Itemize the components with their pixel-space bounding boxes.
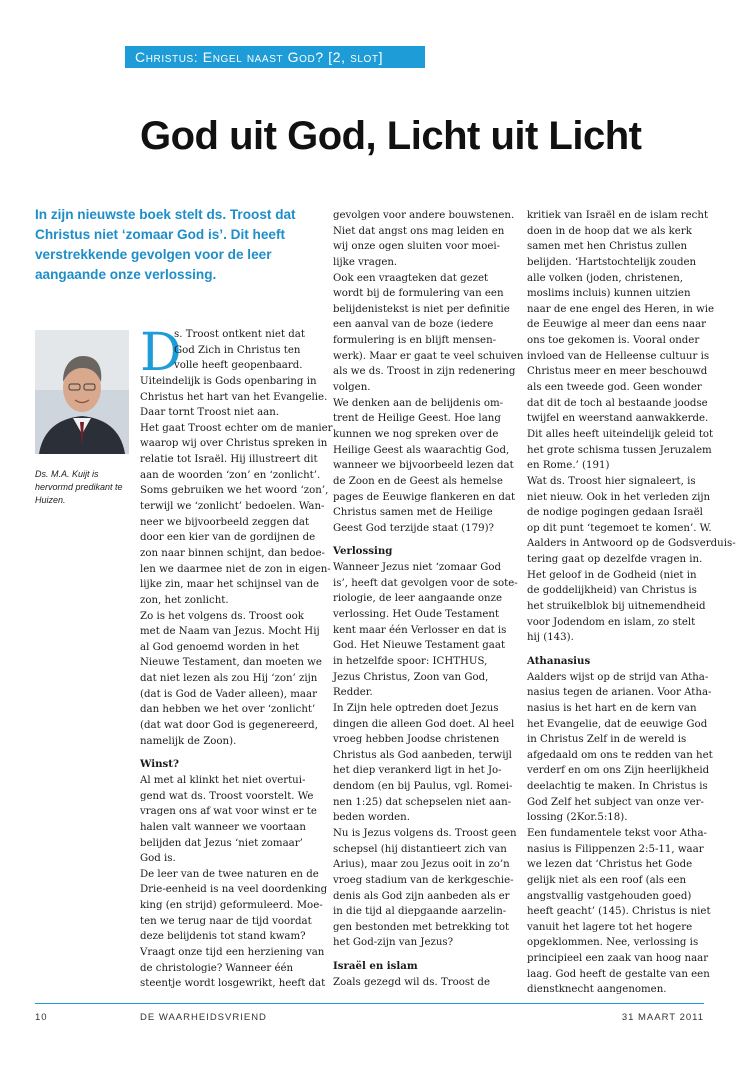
text-line: ons toe gekomen is. Vooral onder	[527, 335, 700, 347]
text-line: relatie tot Israël. Hij illustreert dit	[140, 454, 318, 466]
footer-rule	[35, 1003, 704, 1004]
text-line: Geest God terzijde staat (179)?	[333, 522, 495, 534]
text-line: deze belijdenis tot stand kwam?	[140, 931, 306, 943]
text-line: aan de woorden ‘zon’ en ‘zonlicht’.	[140, 469, 321, 481]
author-portrait-image	[35, 330, 129, 454]
text-line: God Zelf het subject van onze ver-	[527, 796, 704, 808]
text-line: dendom (en bij Paulus, vgl. Romei-	[333, 781, 513, 793]
text-line: de Eeuwige al meer dan eens naar	[527, 319, 707, 331]
text-line: trent de Heilige Geest. Hoe lang	[333, 413, 501, 425]
text-line: zon naar binnen schijnt, dan bedoe-	[140, 547, 325, 559]
page-number: 10	[35, 1012, 48, 1023]
text-line: door een kier van de gordijnen de	[140, 532, 316, 544]
text-line: nen 1:25) dat schepselen niet aan-	[333, 796, 512, 808]
text-line: Nu is Jezus volgens ds. Troost geen	[333, 827, 517, 839]
text-line: Wanneer Jezus niet ‘zomaar God	[333, 562, 502, 574]
text-line: belijden dat Jezus ‘niet zomaar’	[140, 837, 303, 849]
text-line: Aalders wijst op de strijd van Atha-	[527, 671, 709, 683]
text-line: Niet dat angst ons mag leiden en	[333, 225, 505, 237]
text-line: verderf en om ons Zijn heerlijkheid	[527, 765, 710, 777]
text-line: nasius is Filippenzen 2:5-11, waar	[527, 843, 704, 855]
text-line: belijdenistekst is niet per definitie	[333, 303, 510, 315]
text-line: in die tijd al diepgaande aarzelin-	[333, 906, 507, 918]
text-line: de Zoon en de Geest als hemelse	[333, 475, 503, 487]
text-line: is’, heeft dat gevolgen voor de sote-	[333, 577, 518, 589]
text-line: en Rome.’ (191)	[527, 460, 610, 472]
section-heading: Israël en islam	[333, 960, 418, 973]
text-line: Een fundamentele tekst voor Atha-	[527, 827, 707, 839]
text-line: een aanval van de boze (iedere	[333, 319, 494, 331]
text-line: Christus als God aanbeden, terwijl	[333, 749, 512, 761]
text-line: Uiteindelijk is Gods openbaring in	[140, 375, 317, 387]
text-line: pages de Eeuwige flankeren en dat	[333, 491, 516, 503]
text-line: Soms gebruiken we het woord ‘zon’,	[140, 485, 329, 497]
text-line: dan hebben we het over ‘zonlicht’	[140, 704, 316, 716]
section-gap	[527, 646, 707, 654]
text-line: dat dit de toch al bestaande joodse	[527, 397, 708, 409]
text-line: angstvallig vastgehouden goed)	[527, 890, 692, 902]
text-line: doen in de hoop dat we als kerk	[527, 225, 692, 237]
text-line: afgedaald om ons te redden van het	[527, 749, 713, 761]
text-line: kritiek van Israël en de islam recht	[527, 210, 709, 221]
text-line: op dit punt ‘tegemoet te komen’. W.	[527, 522, 712, 534]
text-line: hij (143).	[527, 632, 574, 644]
text-line: Nieuwe Testament, dan moeten we	[140, 657, 322, 669]
text-line: met de Naam van Jezus. Mocht Hij	[140, 626, 320, 638]
text-line: Aalders in Antwoord op de Godsverduis-	[527, 538, 736, 550]
text-line: wij onze ogen sluiten voor moei-	[333, 241, 501, 253]
text-line: waarop wij over Christus spreken in	[140, 438, 328, 450]
text-line: gen bestonden met betrekking tot	[333, 921, 510, 933]
text-line: formulering is en blijft mensen-	[333, 335, 497, 347]
text-line: het Evangelie, dat de eeuwige God	[527, 718, 708, 730]
author-photo	[35, 330, 129, 454]
text-line: schepsel (hij distantieert zich van	[333, 843, 507, 855]
text-line: gend wat ds. Troost voorstelt. We	[140, 790, 314, 802]
section-heading: Winst?	[140, 758, 179, 771]
photo-caption: Ds. M.A. Kuijt is hervormd predikant te Huizen.	[35, 469, 123, 505]
issue-date: 31 MAART 2011	[621, 1012, 704, 1023]
text-line: Ook een vraagteken dat gezet	[333, 272, 489, 284]
text-line: nasius tegen de arianen. Voor Atha-	[527, 687, 712, 699]
text-line: vanuit het lagere tot het hogere	[527, 921, 693, 933]
text-line: we lezen dat ‘Christus het Gode	[527, 859, 693, 871]
text-line: Zo is het volgens ds. Troost ook	[140, 610, 304, 622]
text-line: de goddelijkheid) van Christus is	[527, 585, 697, 597]
text-line: Dit alles heeft uiteindelijk geleid tot	[527, 428, 714, 440]
text-line: terwijl we ‘zonlicht’ bedoelen. Wan-	[140, 501, 325, 513]
text-line: in Christus Zelf in de wereld is	[527, 734, 687, 746]
text-line: dat niet lezen als zou Hij ‘zon’ zijn	[140, 673, 318, 685]
section-gap	[333, 951, 515, 959]
text-line: dingen die alleen God doet. Al heel	[333, 718, 515, 730]
text-line: Redder.	[333, 687, 373, 699]
section-heading: Athanasius	[527, 654, 591, 667]
series-banner: Christus: Engel naast God? [2, slot]	[125, 46, 425, 68]
text-line: volle heeft geopenbaard.	[174, 360, 303, 372]
text-line: lijke zin, maar het schijnsel van de	[140, 579, 320, 591]
text-line: neer we bijvoorbeeld zeggen dat	[140, 516, 310, 528]
text-line: wanneer we bijvoorbeeld lezen dat	[333, 460, 514, 472]
text-line: denis als God zijn aanbeden als er	[333, 890, 510, 902]
text-line: de nodige pogingen gedaan Israël	[527, 507, 703, 519]
text-line: s. Troost ontkent niet dat	[174, 329, 305, 340]
text-line: tering gaat op dezelfde vragen in.	[527, 554, 703, 566]
text-line: len we daarmee niet de zon in eigen-	[140, 563, 331, 575]
text-line: wordt bij de formulering van een	[333, 288, 504, 300]
text-line: riologie, de leer aangaande onze	[333, 593, 502, 605]
text-line: Daar tornt Troost niet aan.	[140, 407, 280, 419]
text-line: zon, het zonlicht.	[140, 594, 229, 606]
section-heading: Verlossing	[333, 545, 393, 558]
text-line: In Zijn hele optreden doet Jezus	[333, 702, 499, 714]
text-line: Vraagt onze tijd een herziening van	[140, 946, 325, 958]
text-line: halen valt wanneer we voortaan	[140, 821, 306, 833]
text-line: We denken aan de belijdenis om-	[333, 397, 504, 409]
text-line: werk). Maar er gaat te veel schuiven	[333, 350, 524, 362]
text-line: gevolgen voor andere bouwstenen.	[333, 210, 515, 221]
text-line: vroeg stadium van de kerkgeschie-	[333, 874, 514, 886]
text-line: (dat wat door God is gegenereerd,	[140, 720, 318, 732]
text-line: moslims incluis) kunnen uitzien	[527, 288, 691, 300]
text-line: in hetzelfde spoor: ICHTHUS,	[333, 655, 488, 667]
text-line: dienstknecht aangenomen.	[527, 984, 667, 996]
text-line: king (en strijd) geformuleerd. Moe-	[140, 900, 323, 912]
text-line: principieel een zaak van hoog naar	[527, 953, 709, 965]
text-line: de christologie? Wanneer één	[140, 962, 294, 974]
text-line: naar de ene engel des Heren, in wie	[527, 303, 715, 315]
text-line: kunnen we nog spreken over de	[333, 428, 499, 440]
text-line: verlossing. Het Oude Testament	[333, 609, 500, 621]
text-line: lossing (2Kor.5:18).	[527, 812, 628, 824]
text-column-1	[140, 323, 333, 992]
text-line: Christus meer en meer beschouwd	[527, 366, 708, 378]
text-line: deelachtig te maken. In Christus is	[527, 781, 708, 793]
magazine-name: DE WAARHEIDSVRIEND	[140, 1012, 267, 1023]
text-line: Al met al klinkt het niet overtui-	[140, 774, 306, 786]
text-line: Het gaat Troost echter om de manier	[140, 422, 333, 434]
text-line: Zoals gezegd wil ds. Troost de	[333, 976, 490, 988]
article-headline: God uit God, Licht uit Licht	[140, 114, 642, 158]
text-line: kent maar één Verlosser en dat is	[333, 624, 507, 636]
text-line: als een tweede god. Geen wonder	[527, 382, 702, 394]
text-line: nasius is het hart en de kern van	[527, 702, 697, 714]
text-line: De leer van de twee naturen en de	[140, 868, 319, 880]
text-column-2	[333, 208, 524, 990]
text-line: het grote schisma tussen Jeruzalem	[527, 444, 712, 456]
text-line: God. Het Nieuwe Testament gaat	[333, 640, 506, 652]
text-line: volgen.	[333, 382, 371, 394]
text-line: Heilige Geest als waarachtig God,	[333, 444, 510, 456]
text-line: het God-zijn van Jezus?	[333, 937, 454, 949]
text-line: vragen ons af wat voor winst er te	[140, 806, 317, 818]
text-line: voor Jodendom en islam, zo stelt	[527, 616, 696, 628]
text-line: lijke vragen.	[333, 256, 398, 268]
text-line: Christus samen met de Heilige	[333, 507, 493, 519]
drop-cap: D	[140, 323, 182, 383]
text-line: (dat is God de Vader alleen), maar	[140, 688, 317, 700]
text-line: laag. God heeft de gestalte van een	[527, 968, 710, 980]
text-line: God is.	[140, 853, 176, 865]
text-line: gelijk niet als een roof (als een	[527, 874, 687, 886]
text-line: ten we terug naar de tijd voordat	[140, 915, 312, 927]
text-line: alle volken (joden, christenen,	[527, 272, 683, 284]
section-gap	[333, 536, 515, 544]
text-line: Arius), maar zou Jezus ooit in zo’n	[333, 859, 510, 871]
text-column-3	[527, 208, 736, 998]
text-line: samen met hen Christus zullen	[527, 241, 688, 253]
text-line: het diep verankerd ligt in het Jo-	[333, 765, 502, 777]
text-line: vroeg hebben Joodse christenen	[333, 734, 500, 746]
text-line: heeft geacht’ (145). Christus is niet	[527, 906, 711, 918]
text-line: belijden. ‘Hartstochtelijk zouden	[527, 256, 697, 268]
text-line: Jezus Christus, Zoon van God,	[333, 671, 489, 683]
text-line: Wat ds. Troost hier signaleert, is	[527, 475, 696, 487]
text-line: het struikelblok bij uitnemendheid	[527, 601, 706, 613]
article-intro: In zijn nieuwste boek stelt ds. Troost dat Christus niet ‘zomaar God is’. Dit heeft verstrekkende gevolgen voor de leer aangaande onze verlossing.	[35, 207, 296, 282]
text-line: twijfel en weerstand aanwakkerde.	[527, 413, 709, 425]
text-line: Christus het hart van het Evangelie.	[140, 391, 328, 403]
text-line: invloed van de Helleense cultuur is	[527, 350, 710, 362]
text-line: namelijk de Zoon).	[140, 735, 237, 747]
text-line: als we ds. Troost in zijn redenering	[333, 366, 516, 378]
text-line: Drie-eenheid is na veel doordenking	[140, 884, 328, 896]
text-line: God Zich in Christus ten	[174, 344, 301, 356]
text-line: opgeklommen. Nee, verlossing is	[527, 937, 699, 949]
text-line: beden worden.	[333, 812, 410, 824]
text-line: al God genoemd worden in het	[140, 641, 300, 653]
text-line: steentje wordt losgewrikt, heeft dat	[140, 978, 326, 990]
text-line: Het geloof in de Godheid (niet in	[527, 569, 697, 581]
section-gap	[140, 749, 320, 757]
text-line: niet nieuw. Ook in het verleden zijn	[527, 491, 711, 503]
